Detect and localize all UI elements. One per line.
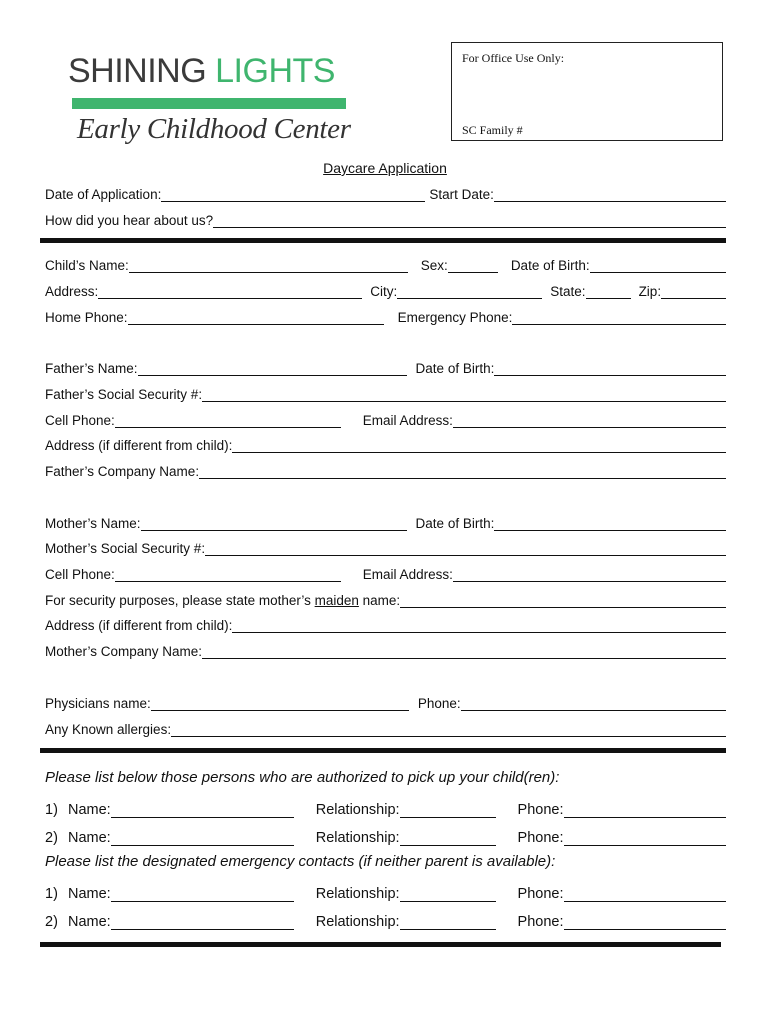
child-name-row bbox=[45, 255, 726, 273]
office-use-label: For Office Use Only: bbox=[462, 51, 565, 65]
start-date-label: Start Date: bbox=[429, 187, 494, 202]
father-contact-row bbox=[45, 410, 726, 428]
pickup-relationship-field[interactable] bbox=[400, 831, 496, 846]
father-company-row bbox=[45, 461, 726, 479]
mother-maiden-row bbox=[45, 590, 726, 608]
pickup-phone-field[interactable] bbox=[564, 803, 726, 818]
physician-field[interactable] bbox=[151, 696, 409, 711]
father-ssn-label: Father’s Social Security #: bbox=[45, 387, 203, 402]
pickup-relationship-label: Relationship: bbox=[315, 830, 400, 846]
pickup-name-label: Name: bbox=[68, 830, 111, 846]
mother-ssn-row bbox=[45, 538, 726, 556]
section-divider bbox=[40, 238, 726, 243]
pickup-phone-label: Phone: bbox=[517, 802, 564, 818]
father-name-row bbox=[45, 358, 726, 376]
hear-about-row bbox=[45, 210, 726, 228]
emergency-row bbox=[45, 882, 726, 902]
mother-cell-field[interactable] bbox=[115, 567, 341, 582]
allergies-label: Any Known allergies: bbox=[45, 722, 172, 737]
date-of-application-field[interactable] bbox=[161, 187, 425, 202]
mother-name-field[interactable] bbox=[141, 516, 407, 531]
father-dob-field[interactable] bbox=[494, 361, 726, 376]
logo-lights: LIGHTS bbox=[215, 52, 335, 90]
sex-label: Sex: bbox=[420, 258, 448, 273]
hear-about-label: How did you hear about us? bbox=[45, 213, 214, 228]
pickup-phone-field[interactable] bbox=[564, 831, 726, 846]
father-ssn-row bbox=[45, 384, 726, 402]
emergency-row bbox=[45, 910, 726, 930]
pickup-name-field[interactable] bbox=[111, 831, 294, 846]
city-label: City: bbox=[370, 284, 398, 299]
child-address-row bbox=[45, 281, 726, 299]
office-use-box bbox=[451, 42, 723, 141]
mother-address-field[interactable] bbox=[232, 618, 726, 633]
pickup-name-field[interactable] bbox=[111, 803, 294, 818]
emergency-name-label: Name: bbox=[68, 886, 111, 902]
mother-ssn-label: Mother’s Social Security #: bbox=[45, 541, 206, 556]
logo-subtitle: Early Childhood Center bbox=[77, 113, 351, 145]
father-ssn-field[interactable] bbox=[202, 387, 726, 402]
father-email-label: Email Address: bbox=[362, 413, 453, 428]
emergency-phone-label: Emergency Phone: bbox=[397, 310, 513, 325]
physician-label: Physicians name: bbox=[45, 696, 151, 711]
emergency-phone-field[interactable] bbox=[564, 915, 726, 930]
physician-row bbox=[45, 693, 726, 711]
emergency-phone-field[interactable] bbox=[564, 887, 726, 902]
pickup-heading: Please list below those persons who are authorized to pick up your child(ren): bbox=[45, 769, 560, 786]
mother-contact-row bbox=[45, 564, 726, 582]
application-date-row bbox=[45, 184, 726, 202]
child-name-label: Child’s Name: bbox=[45, 258, 129, 273]
mother-dob-field[interactable] bbox=[494, 516, 726, 531]
father-cell-field[interactable] bbox=[115, 413, 341, 428]
mother-address-label: Address (if different from child): bbox=[45, 618, 233, 633]
bottom-divider bbox=[40, 942, 721, 947]
row-number: 2) bbox=[45, 830, 58, 846]
physician-phone-field[interactable] bbox=[461, 696, 726, 711]
city-field[interactable] bbox=[397, 284, 542, 299]
maiden-name-field[interactable] bbox=[400, 593, 726, 608]
father-company-label: Father’s Company Name: bbox=[45, 464, 200, 479]
mother-name-label: Mother’s Name: bbox=[45, 516, 141, 531]
zip-label: Zip: bbox=[638, 284, 662, 299]
pickup-phone-label: Phone: bbox=[517, 830, 564, 846]
state-field[interactable] bbox=[586, 284, 631, 299]
emergency-relationship-label: Relationship: bbox=[315, 886, 400, 902]
mother-email-label: Email Address: bbox=[362, 567, 453, 582]
father-address-field[interactable] bbox=[232, 438, 726, 453]
emergency-name-label: Name: bbox=[68, 914, 111, 930]
maiden-label: For security purposes, please state mother’s maiden name: bbox=[45, 593, 401, 608]
emergency-relationship-field[interactable] bbox=[400, 887, 496, 902]
start-date-field[interactable] bbox=[494, 187, 726, 202]
mother-name-row bbox=[45, 513, 726, 531]
address-label: Address: bbox=[45, 284, 99, 299]
pickup-relationship-label: Relationship: bbox=[315, 802, 400, 818]
child-name-field[interactable] bbox=[129, 258, 408, 273]
emergency-name-field[interactable] bbox=[111, 915, 294, 930]
pickup-row bbox=[45, 826, 726, 846]
allergies-field[interactable] bbox=[171, 722, 726, 737]
father-company-field[interactable] bbox=[199, 464, 726, 479]
father-email-field[interactable] bbox=[453, 413, 726, 428]
emergency-relationship-field[interactable] bbox=[400, 915, 496, 930]
row-number: 1) bbox=[45, 802, 58, 818]
allergies-row bbox=[45, 719, 726, 737]
logo-text bbox=[68, 52, 335, 91]
home-phone-label: Home Phone: bbox=[45, 310, 128, 325]
home-phone-field[interactable] bbox=[128, 310, 384, 325]
pickup-name-label: Name: bbox=[68, 802, 111, 818]
family-number-label: SC Family # bbox=[462, 123, 523, 137]
mother-company-label: Mother’s Company Name: bbox=[45, 644, 203, 659]
zip-field[interactable] bbox=[661, 284, 726, 299]
logo-bar bbox=[72, 98, 346, 109]
father-address-row bbox=[45, 435, 726, 453]
emergency-phone-label: Phone: bbox=[517, 886, 564, 902]
physician-phone-label: Phone: bbox=[417, 696, 461, 711]
row-number: 2) bbox=[45, 914, 58, 930]
emergency-phone-field[interactable] bbox=[512, 310, 726, 325]
mother-company-row bbox=[45, 641, 726, 659]
page-title: Daycare Application bbox=[323, 160, 447, 176]
date-of-application-label: Date of Application: bbox=[45, 187, 162, 202]
father-name-field[interactable] bbox=[138, 361, 407, 376]
mother-cell-label: Cell Phone: bbox=[45, 567, 115, 582]
father-address-label: Address (if different from child): bbox=[45, 438, 233, 453]
pickup-row bbox=[45, 798, 726, 818]
logo-shining: SHINING bbox=[68, 52, 207, 90]
child-dob-label: Date of Birth: bbox=[510, 258, 590, 273]
child-dob-field[interactable] bbox=[590, 258, 726, 273]
emergency-phone-label: Phone: bbox=[517, 914, 564, 930]
mother-address-row bbox=[45, 615, 726, 633]
mother-company-field[interactable] bbox=[202, 644, 726, 659]
emergency-relationship-label: Relationship: bbox=[315, 914, 400, 930]
address-field[interactable] bbox=[98, 284, 362, 299]
hear-about-field[interactable] bbox=[213, 213, 726, 228]
emergency-heading: Please list the designated emergency contacts (if neither parent is available): bbox=[45, 853, 556, 870]
state-label: State: bbox=[550, 284, 586, 299]
row-number: 1) bbox=[45, 886, 58, 902]
section-divider bbox=[40, 748, 726, 753]
father-name-label: Father’s Name: bbox=[45, 361, 138, 376]
sex-field[interactable] bbox=[448, 258, 498, 273]
mother-email-field[interactable] bbox=[453, 567, 726, 582]
emergency-name-field[interactable] bbox=[111, 887, 294, 902]
father-cell-label: Cell Phone: bbox=[45, 413, 115, 428]
father-dob-label: Date of Birth: bbox=[415, 361, 495, 376]
child-phone-row bbox=[45, 307, 726, 325]
mother-dob-label: Date of Birth: bbox=[415, 516, 495, 531]
pickup-relationship-field[interactable] bbox=[400, 803, 496, 818]
mother-ssn-field[interactable] bbox=[205, 541, 726, 556]
